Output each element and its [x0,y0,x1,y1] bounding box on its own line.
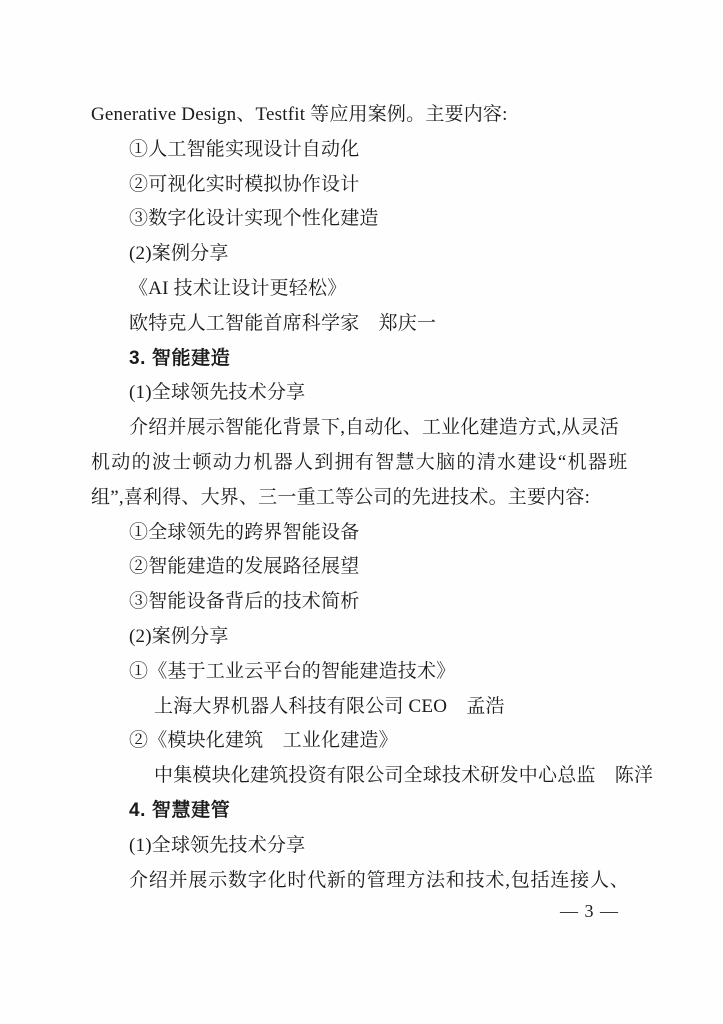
doc-line-bullet: ①人工智能实现设计自动化 [129,138,360,160]
document-body [91,98,654,898]
doc-line-bullet: ③数字化设计实现个性化建造 [129,208,379,230]
doc-line-speaker: 中集模块化建筑投资有限公司全球技术研发中心总监 陈洋 [154,765,654,787]
doc-line-paragraph: 介绍并展示智能化背景下,自动化、工业化建造方式,从灵活 [129,417,619,439]
doc-line-subsection: (2)案例分享 [129,625,229,647]
section-heading-4: 4. 智慧建管 [129,799,231,821]
page-number: — 3 — [560,901,619,921]
doc-line-intro: Generative Design、Testfit 等应用案例。主要内容: [91,104,508,125]
doc-line-bullet: ①全球领先的跨界智能设备 [129,521,360,543]
section-heading-3: 3. 智能建造 [129,347,231,369]
doc-line-subsection: (2)案例分享 [129,243,229,265]
doc-line-speaker: 欧特克人工智能首席科学家 郑庆一 [129,312,437,334]
doc-line-paragraph: 机动的波士顿动力机器人到拥有智慧大脑的清水建设“机器班 [91,451,629,473]
doc-line-speaker: 上海大界机器人科技有限公司 CEO 孟浩 [154,695,505,717]
doc-line-subsection: (1)全球领先技术分享 [129,382,306,404]
doc-line-paragraph: 组”,喜利得、大界、三一重工等公司的先进技术。主要内容: [91,486,591,508]
doc-line-paragraph: 介绍并展示数字化时代新的管理方法和技术,包括连接人、 [129,869,630,891]
doc-line-bullet: ②可视化实时模拟协作设计 [129,173,360,195]
doc-line-subsection: (1)全球领先技术分享 [129,834,306,856]
doc-line-bullet: ②智能建造的发展路径展望 [129,556,360,578]
doc-line-talk-title: ①《基于工业云平台的智能建造技术》 [129,660,456,682]
doc-line-talk-title: ②《模块化建筑 工业化建造》 [129,730,398,752]
doc-line-bullet: ③智能设备背后的技术简析 [129,591,360,613]
doc-line-talk-title: 《AI 技术让设计更轻松》 [129,277,347,299]
